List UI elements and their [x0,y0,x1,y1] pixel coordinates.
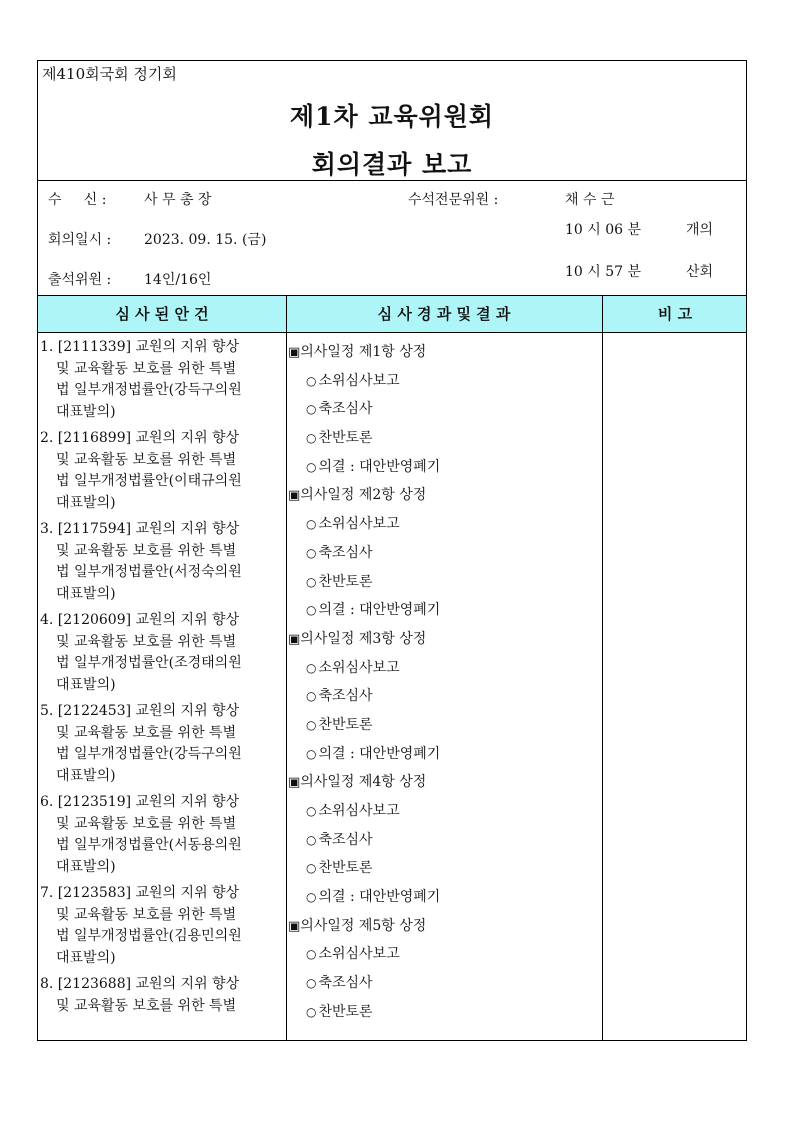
agenda-item: ▣ 의사일정 제2항 상정 [288,481,598,510]
bill-item [40,792,286,878]
recipient-label: 수 신 : [48,192,107,208]
proceeding-step: ○ 의결 : 대안반영폐기 [288,596,598,625]
bill-item [40,974,286,1017]
bill-title-continuation: 대표발의) [56,676,116,693]
attendance-label: 출석위원 : [48,272,112,288]
bill-item [40,883,286,969]
proceeding-step: ○ 축조심사 [288,826,598,855]
bill-title-continuation: 및 교육활동 보호를 위한 특별 [56,633,237,650]
report-frame [37,60,747,1041]
bill-title-continuation: 및 교육활동 보호를 위한 특별 [56,542,237,559]
agenda-item: ▣ 의사일정 제4항 상정 [288,768,598,797]
bill-title-continuation: 대표발의) [56,403,116,420]
bill-title-continuation: 법 일부개정법률안(이태규의원 [56,473,242,489]
bill-item [40,428,286,514]
header-remarks: 비 고 [657,305,693,323]
proceeding-step: ○ 소위심사보고 [288,510,598,539]
open-time: 10 시 06 분 [565,222,642,238]
bill-title-continuation: 및 교육활동 보호를 위한 특별 [56,451,237,468]
proceeding-step: ○ 축조심사 [288,395,598,424]
column-divider-2 [602,296,603,1040]
proceeding-step: ○ 축조심사 [288,539,598,568]
proceeding-step: ○ 축조심사 [288,682,598,711]
bill-title-continuation: 법 일부개정법률안(조경태의원 [56,655,242,671]
proceeding-step: ○ 찬반토론 [288,568,598,597]
bill-title-continuation: 법 일부개정법률안(강득구의원 [56,382,242,398]
bill-title-continuation: 대표발의) [56,585,116,602]
column-divider-1 [286,296,287,1040]
close-time: 10 시 57 분 [565,264,642,280]
close-label: 산회 [686,264,714,280]
proceeding-step: ○ 의결 : 대안반영폐기 [288,453,598,482]
proceeding-step: ○ 소위심사보고 [288,797,598,826]
agenda-item: ▣ 의사일정 제1항 상정 [288,338,598,367]
bill-item [40,610,286,696]
bill-title-continuation: 대표발의) [56,767,116,784]
bill-title-continuation: 및 교육활동 보호를 위한 특별 [56,997,237,1014]
proceeding-step: ○ 축조심사 [288,969,598,998]
bill-title-continuation: 및 교육활동 보호를 위한 특별 [56,906,237,923]
bill-item [40,519,286,605]
expert-value: 채 수 근 [565,192,615,208]
session-label: 제410회국회 정기회 [42,65,177,83]
bill-title-line: 6. [2123519] 교원의 지위 향상 [40,794,240,810]
proceeding-step: ○ 의결 : 대안반영폐기 [288,883,598,912]
bill-title-continuation: 대표발의) [56,949,116,966]
proceeding-step: ○ 찬반토론 [288,424,598,453]
header-proceedings: 심 사 경 과 및 결 과 [377,305,511,323]
expert-label: 수석전문위원 : [408,192,499,208]
table-header [38,296,746,333]
proceeding-step: ○ 찬반토론 [288,854,598,883]
bill-title-continuation: 법 일부개정법률안(서정숙의원 [56,564,242,580]
report-title: 회의결과 보고 [311,150,473,179]
header-bills: 심 사 된 안 건 [115,305,209,323]
proceeding-step: ○ 소위심사보고 [288,940,598,969]
bill-title-line: 3. [2117594] 교원의 지위 향상 [40,521,240,537]
attendance-value: 14인/16인 [144,272,212,288]
bill-title-continuation: 및 교육활동 보호를 위한 특별 [56,815,237,832]
proceeding-step: ○ 의결 : 대안반영폐기 [288,740,598,769]
bill-item [40,337,286,423]
agenda-item: ▣ 의사일정 제5항 상정 [288,912,598,941]
bill-title-continuation: 및 교육활동 보호를 위한 특별 [56,724,237,741]
bill-title-line: 1. [2111339] 교원의 지위 향상 [40,339,240,355]
bill-title-continuation: 대표발의) [56,494,116,511]
proceeding-step: ○ 소위심사보고 [288,367,598,396]
committee-title: 제1차 교육위원회 [289,102,495,131]
bill-title-continuation: 법 일부개정법률안(김용민의원 [56,928,242,944]
bill-title-continuation: 및 교육활동 보호를 위한 특별 [56,360,237,377]
proceeding-step: ○ 소위심사보고 [288,654,598,683]
recipient-value: 사 무 총 장 [144,192,212,208]
bill-title-line: 5. [2122453] 교원의 지위 향상 [40,703,240,719]
bill-title-line: 8. [2123688] 교원의 지위 향상 [40,976,240,992]
bill-title-continuation: 법 일부개정법률안(서동용의원 [56,837,242,853]
bill-list [40,337,286,1022]
bill-title-continuation: 대표발의) [56,858,116,875]
date-value: 2023. 09. 15. (금) [144,232,267,248]
bill-title-line: 4. [2120609] 교원의 지위 향상 [40,612,240,628]
bill-title-line: 7. [2123583] 교원의 지위 향상 [40,885,240,901]
proceeding-step: ○ 찬반토론 [288,711,598,740]
bill-title-continuation: 법 일부개정법률안(강득구의원 [56,746,242,762]
title-divider [38,180,746,181]
bill-title-line: 2. [2116899] 교원의 지위 향상 [40,430,240,446]
date-label: 회의일시 : [48,232,112,248]
open-label: 개의 [686,222,714,238]
proceedings-list [288,338,598,1027]
agenda-item: ▣ 의사일정 제3항 상정 [288,625,598,654]
proceeding-step: ○ 찬반토론 [288,998,598,1027]
bill-item [40,701,286,787]
